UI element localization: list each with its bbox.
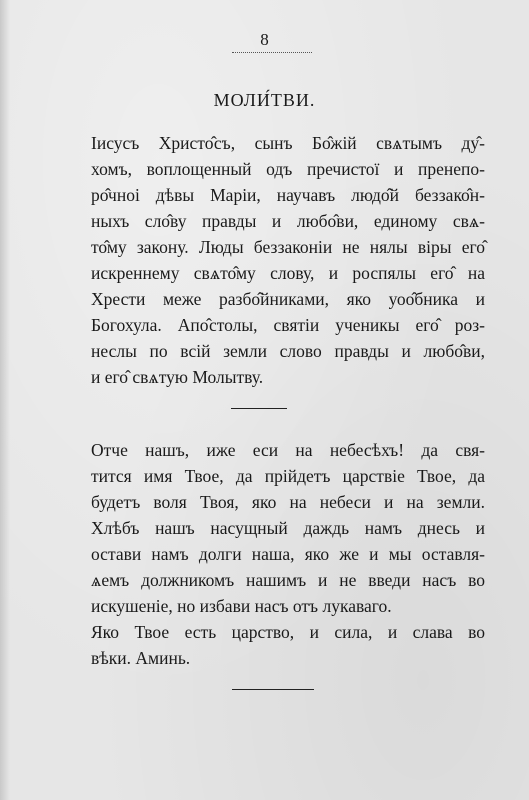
text-line: вѣки. Аминь. (91, 648, 191, 668)
section-divider (231, 408, 287, 409)
text-line: Богохула. Апо̂столы, святіи ученикы его̂ роз- (91, 315, 485, 335)
page-number-rule (232, 52, 312, 53)
text-line: Хрести меже разбо̂йниками, яко уоо̂бника и (91, 289, 485, 309)
text-line: то̂му закону. Люды беззаконіи не нялы віры его̂ (91, 237, 485, 257)
text-line: ѧемъ должникомъ нашимъ и не введи насъ во (91, 570, 485, 590)
text-line: искреннему свѧто̂му слову, и роспялы его̂ на (91, 263, 485, 283)
text-line: Яко Твое есть царство, и сила, и слава во (91, 622, 485, 642)
text-line: и его̂ свѧтую Молытву. (91, 367, 264, 387)
text-line: Отче нашъ, иже еси на небесѣхъ! да свя- (91, 440, 485, 460)
text-line: будетъ воля Твоя, яко на небеси и на земли. (91, 492, 485, 512)
text-line: остави намъ долги наша, яко же и мы оставля- (91, 544, 485, 564)
text-line: искушеніе, но избави насъ отъ лукаваго. (91, 596, 392, 616)
page-edge-shadow (0, 0, 10, 800)
section-title: МОЛИ́ТВИ. (213, 90, 316, 110)
prayer-paragraph-1 (91, 130, 485, 390)
text-line: ро̂чноі дѣвы Маріи, научавъ людо̂й беззако̂н- (91, 185, 485, 205)
text-line: неслы по всій земли слово правды и любо̂ви, (91, 341, 485, 361)
text-line: хомъ, воплощенный одъ пречистої и пренепо- (91, 159, 485, 179)
text-line: ныхъ сло̂ву правды и любо̂ви, единому свѧ- (91, 211, 485, 231)
text-line: Хлѣбъ нашъ насущный даждь намъ днесь и (91, 518, 485, 538)
end-divider (232, 689, 314, 690)
text-line: Іисусъ Христо̂съ, сынъ Бо̂жій свѧтымъ ду̂- (91, 133, 485, 153)
prayer-paragraph-2 (91, 437, 485, 671)
text-line: тится имя Твое, да прійдетъ царствіе Твое, да (91, 466, 485, 486)
page-number: 8 (260, 30, 269, 49)
